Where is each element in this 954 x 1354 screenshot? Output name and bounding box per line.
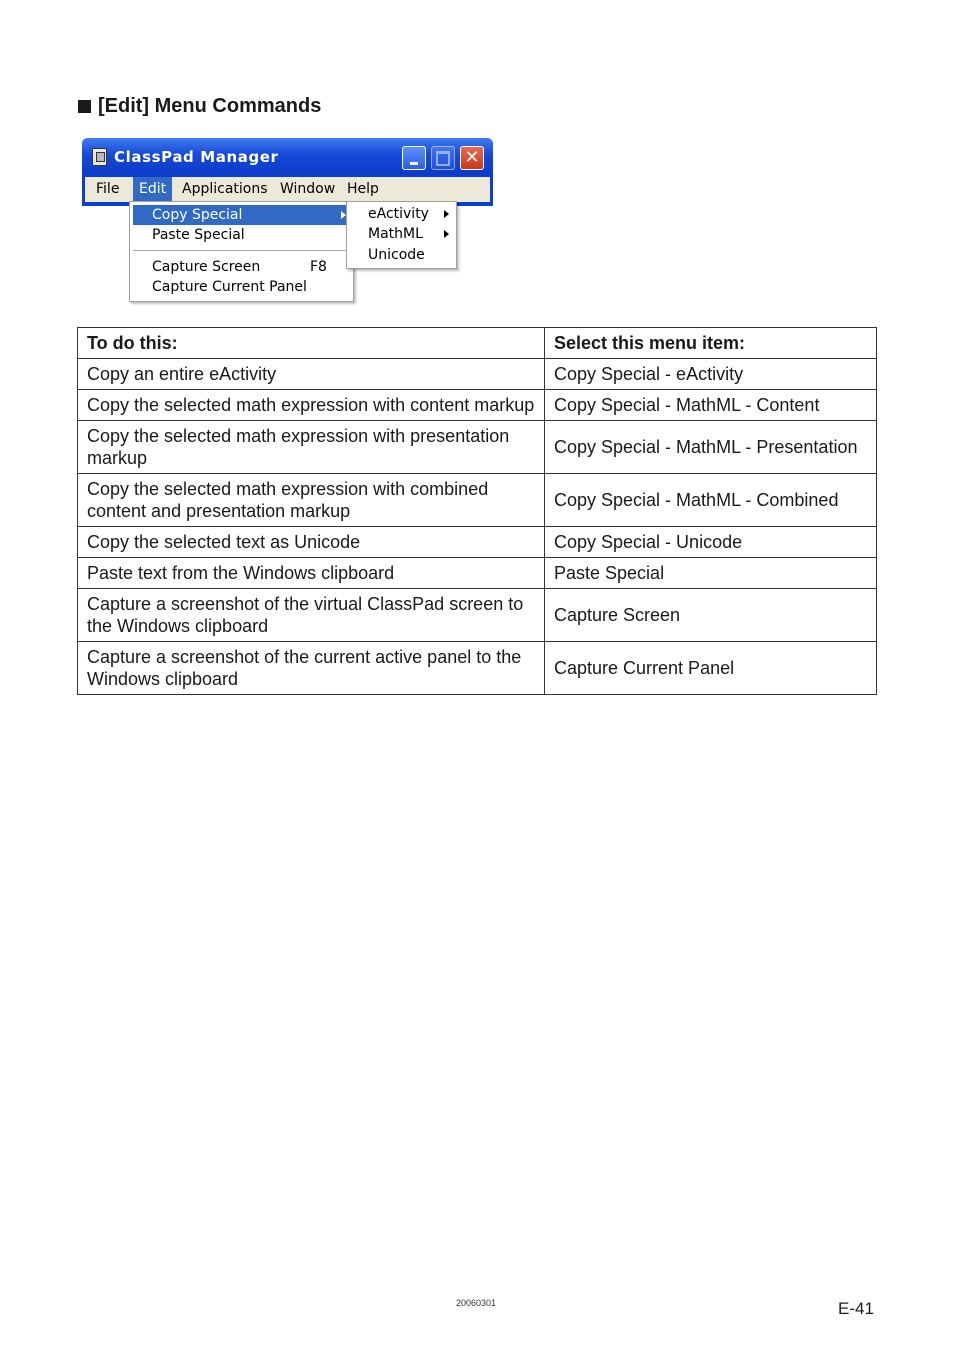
table-row <box>78 474 877 527</box>
submenu-arrow-icon <box>444 230 449 238</box>
submenu-item-eactivity[interactable] <box>350 204 453 224</box>
task-cell: Paste text from the Windows clipboard <box>78 558 545 589</box>
table-row <box>78 527 877 558</box>
app-icon <box>92 148 107 166</box>
task-cell: Copy the selected math expression with content markup <box>78 390 545 421</box>
menu-screenshot <box>77 133 501 305</box>
menu-window[interactable]: Window <box>280 181 336 197</box>
submenu-arrow-icon <box>444 210 449 218</box>
close-button[interactable] <box>460 146 484 170</box>
submenu-item-mathml[interactable] <box>350 224 453 244</box>
edit-menu-dropdown <box>129 201 354 302</box>
table-row <box>78 390 877 421</box>
window-frame <box>82 138 493 206</box>
copy-special-submenu <box>346 201 457 269</box>
submenu-item-unicode[interactable] <box>350 245 453 265</box>
minimize-button[interactable] <box>402 146 426 170</box>
capture-current-panel-label: Capture Current Panel <box>152 279 307 295</box>
menu-item-cell: Copy Special - MathML - Content <box>545 390 877 421</box>
header-select-item: Select this menu item: <box>545 328 877 359</box>
table-row <box>78 359 877 390</box>
task-cell: Capture a screenshot of the current active panel to the Windows clipboard <box>78 642 545 695</box>
copy-special-label: Copy Special <box>152 207 243 223</box>
menu-help[interactable]: Help <box>347 181 379 197</box>
table-row <box>78 558 877 589</box>
menu-item-cell: Capture Screen <box>545 589 877 642</box>
menu-item-capture-screen[interactable] <box>133 257 350 277</box>
menu-edit[interactable]: Edit <box>133 177 172 202</box>
capture-screen-shortcut: F8 <box>310 259 327 275</box>
menu-item-paste-special[interactable] <box>133 225 350 245</box>
menu-item-cell: Copy Special - Unicode <box>545 527 877 558</box>
maximize-button[interactable] <box>431 146 455 170</box>
task-cell: Copy the selected math expression with presentation markup <box>78 421 545 474</box>
menu-item-cell: Copy Special - MathML - Presentation <box>545 421 877 474</box>
section-heading <box>78 95 321 118</box>
menu-item-cell: Paste Special <box>545 558 877 589</box>
menu-item-cell: Copy Special - eActivity <box>545 359 877 390</box>
menu-item-cell: Copy Special - MathML - Combined <box>545 474 877 527</box>
menu-item-cell: Capture Current Panel <box>545 642 877 695</box>
task-cell: Copy the selected text as Unicode <box>78 527 545 558</box>
commands-table <box>77 327 877 695</box>
task-cell: Capture a screenshot of the virtual ClassPad screen to the Windows clipboard <box>78 589 545 642</box>
paste-special-label: Paste Special <box>152 227 245 243</box>
eactivity-label: eActivity <box>368 206 429 222</box>
page-number: E-41 <box>838 1299 874 1318</box>
square-bullet-icon <box>78 100 91 113</box>
minimize-icon <box>410 162 418 165</box>
task-cell: Copy an entire eActivity <box>78 359 545 390</box>
footer-code: 20060301 <box>456 1298 497 1308</box>
table-row <box>78 642 877 695</box>
mathml-label: MathML <box>368 226 423 242</box>
close-icon: ✕ <box>464 147 480 168</box>
task-cell: Copy the selected math expression with combined content and presentation markup <box>78 474 545 527</box>
capture-screen-label: Capture Screen <box>152 259 261 275</box>
menu-applications[interactable]: Applications <box>182 181 268 197</box>
menu-file[interactable]: File <box>96 181 120 197</box>
menu-item-copy-special[interactable] <box>133 205 350 225</box>
window-title: ClassPad Manager <box>114 148 279 166</box>
header-to-do: To do this: <box>78 328 545 359</box>
menu-bar <box>85 177 490 202</box>
table-header-row <box>78 328 877 359</box>
menu-separator <box>133 250 350 251</box>
heading-text: [Edit] Menu Commands <box>98 95 322 117</box>
table-row <box>78 421 877 474</box>
unicode-label: Unicode <box>368 247 425 263</box>
title-bar[interactable] <box>82 138 493 175</box>
maximize-icon <box>436 151 450 166</box>
table-row <box>78 589 877 642</box>
menu-item-capture-current-panel[interactable] <box>133 277 350 297</box>
